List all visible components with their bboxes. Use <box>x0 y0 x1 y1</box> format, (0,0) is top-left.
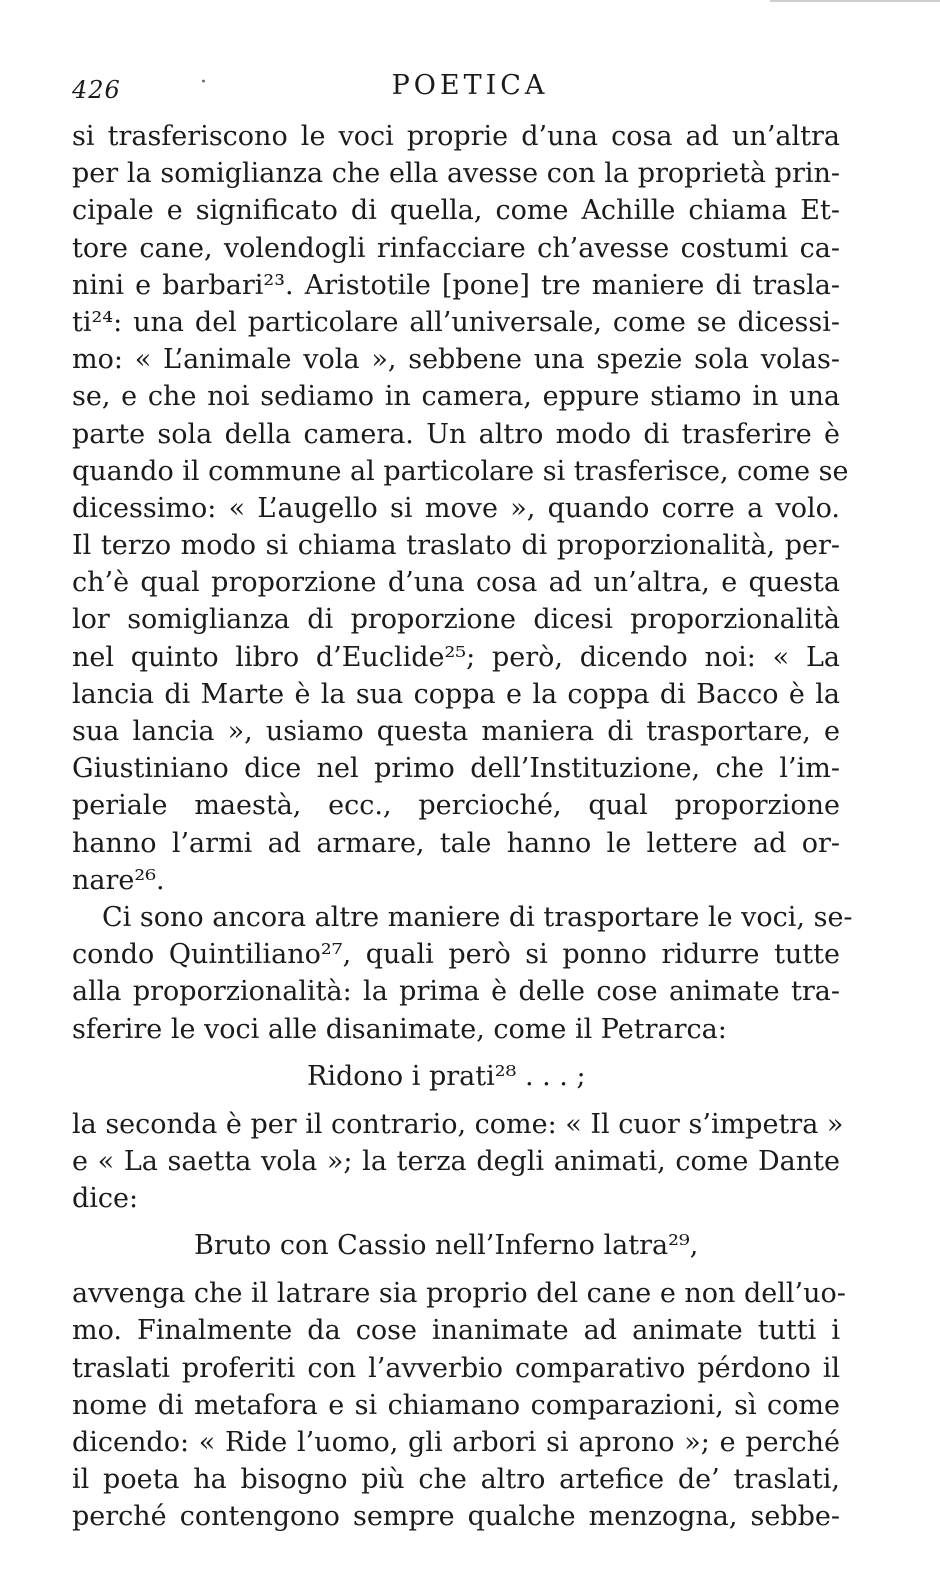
text-line: se, e che noi sediamo in camera, eppure stiamo in una <box>72 381 840 413</box>
page-body <box>72 118 853 1536</box>
text-line: lor somiglianza di proporzione dicesi proporzionalità <box>72 604 840 636</box>
text-line: condo Quintiliano²⁷, quali però si ponno ridurre tutte <box>72 939 840 971</box>
page-number: 426 <box>72 76 121 104</box>
text-line: ch’è qual proporzione d’una cosa ad un’altra, e questa <box>72 567 840 599</box>
text-line: cipale e significato di quella, come Achille chiama Et‐ <box>72 195 840 227</box>
text-line: dicendo: « Ride l’uomo, gli arbori si aprono »; e perché <box>72 1427 840 1458</box>
text-line: nini e barbari²³. Aristotile [pone] tre maniere di trasla‐ <box>72 269 840 301</box>
scan-edge-line <box>770 0 940 2</box>
text-line: alla proporzionalità: la prima è delle cose animate tra‐ <box>72 976 840 1008</box>
text-line: sua lancia », usiamo questa maniera di trasportare, e <box>72 716 840 747</box>
text-line: hanno l’armi ad armare, tale hanno le lettere ad or‐ <box>72 827 840 859</box>
text-line: tore cane, volendogli rinfacciare ch’avesse costumi ca‐ <box>72 232 840 264</box>
text-line: parte sola della camera. Un altro modo di trasferire è <box>72 418 840 450</box>
text-line: periale maestà, ecc., percioché, qual proporzione <box>72 790 840 822</box>
quoted-verse-dante: Bruto con Cassio nell’Inferno latra²⁹, <box>194 1230 699 1262</box>
text-line: e « La saetta vola »; la terza degli animati, come Dante <box>72 1145 840 1177</box>
text-line: nel quinto libro d’Euclide²⁵; però, dicendo noi: « La <box>72 641 840 673</box>
text-line: Giustiniano dice nel primo dell’Instituzione, che l’im‐ <box>72 753 840 785</box>
text-line: mo. Finalmente da cose inanimate ad animate tutti i <box>72 1315 840 1347</box>
text-line: ti²⁴: una del particolare all’universale, come se dicessi‐ <box>72 306 840 338</box>
text-line: dicessimo: « L’augello si move », quando corre a volo. <box>72 492 840 524</box>
text-line: quando il commune al particolare si trasferisce, come se <box>72 455 849 487</box>
text-line: si trasferiscono le voci proprie d’una cosa ad un’altra <box>72 121 840 152</box>
text-line: traslati proferiti con l’avverbio comparativo pérdono il <box>72 1352 840 1384</box>
text-line: nare²⁶. <box>72 864 165 896</box>
text-line: nome di metafora e si chiamano comparazioni, sì come <box>72 1389 840 1421</box>
text-line: sferire le voci alle disanimate, come il Petrarca: <box>72 1013 727 1045</box>
page-header <box>0 70 940 106</box>
text-line: per la somiglianza che ella avesse con la proprietà prin‐ <box>72 158 840 190</box>
text-line: mo: « L’animale vola », sebbene una spezie sola volas‐ <box>72 344 840 376</box>
text-line: dice: <box>72 1183 139 1215</box>
running-title: POETICA <box>391 70 549 101</box>
text-line: lancia di Marte è la sua coppa e la coppa di Bacco è la <box>72 678 840 710</box>
text-line: avvenga che il latrare sia proprio del cane e non dell’uo‐ <box>72 1278 846 1310</box>
quoted-verse-petrarca: Ridono i prati²⁸ . . . ; <box>307 1060 586 1092</box>
header-dot: · <box>200 70 207 95</box>
text-line: Il terzo modo si chiama traslato di proporzionalità, per‐ <box>72 530 840 562</box>
text-line: la seconda è per il contrario, come: « Il cuor s’impetra » <box>72 1108 844 1140</box>
paragraph-first-line: Ci sono ancora altre maniere di trasportare le voci, se‐ <box>102 901 853 933</box>
text-line: perché contengono sempre qualche menzogna, sebbe‐ <box>72 1501 840 1533</box>
text-line: il poeta ha bisogno più che altro artefice de’ traslati, <box>72 1464 840 1496</box>
